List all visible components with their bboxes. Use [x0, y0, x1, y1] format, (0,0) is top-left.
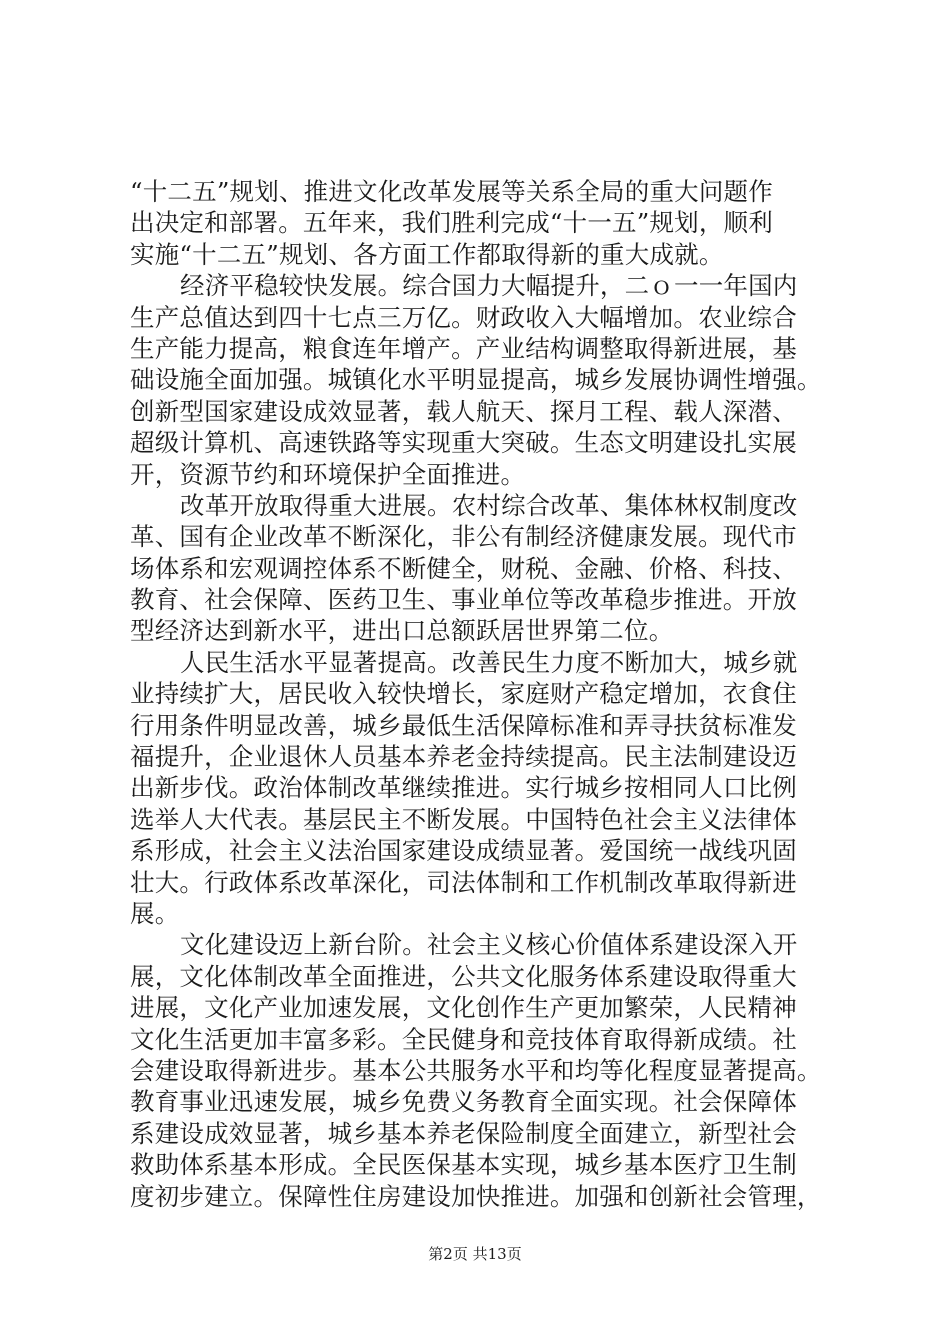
text-line: 生产总值达到四十七点三万亿。财政收入大幅增加。农业综合	[130, 302, 797, 332]
text-line: 行用条件明显改善，城乡最低生活保障标准和弄寻扶贫标准发	[130, 710, 797, 740]
text-line: 革、国有企业改革不断深化，非公有制经济健康发展。现代市	[130, 522, 797, 552]
text-line: 壮大。行政体系改革深化，司法体制和工作机制改革取得新进	[130, 867, 797, 897]
body-text	[130, 176, 850, 1212]
text-line: 创新型国家建设成效显著，载人航天、探月工程、载人深潜、	[130, 396, 797, 426]
text-line: 开，资源节约和环境保护全面推进。	[130, 459, 526, 489]
text-line: 福提升，企业退休人员基本养老金持续提高。民主法制建设迈	[130, 742, 797, 772]
text-line: 教育、社会保障、医药卫生、事业单位等改革稳步推进。开放	[130, 585, 797, 615]
text-line: 业持续扩大，居民收入较快增长，家庭财产稳定增加，衣食住	[130, 679, 797, 709]
text-line: 进展，文化产业加速发展，文化创作生产更加繁荣，人民精神	[130, 993, 797, 1023]
paragraph-first-line: 人民生活水平显著提高。改善民生力度不断加大，城乡就	[180, 647, 798, 677]
text-line: 出新步伐。政治体制改革继续推进。实行城乡按相同人口比例	[130, 773, 797, 803]
paragraph-first-line: 改革开放取得重大进展。农村综合改革、集体林权制度改	[180, 490, 798, 520]
text-line: 生产能力提高，粮食连年增产。产业结构调整取得新进展，基	[130, 333, 797, 363]
text-line: 救助体系基本形成。全民医保基本实现，城乡基本医疗卫生制	[130, 1150, 797, 1180]
text-line: 度初步建立。保障性住房建设加快推进。加强和创新社会管理，	[130, 1181, 822, 1211]
text-line: “十二五”规划、推进文化改革发展等关系全局的重大问题作	[130, 177, 773, 206]
text-line: 系建设成效显著，城乡基本养老保险制度全面建立，新型社会	[130, 1118, 797, 1148]
text-line: 础设施全面加强。城镇化水平明显提高，城乡发展协调性增强。	[130, 365, 822, 395]
paragraph-first-line: 文化建设迈上新台阶。社会主义核心价值体系建设深入开	[180, 930, 798, 960]
text-line: 型经济达到新水平，进出口总额跃居世界第二位。	[130, 616, 674, 646]
page-number-footer: 第2页 共13页	[428, 1245, 522, 1263]
text-line: 出决定和部署。五年来，我们胜利完成“十一五”规划，顺利	[130, 208, 773, 238]
text-line: 文化生活更加丰富多彩。全民健身和竞技体育取得新成绩。社	[130, 1024, 797, 1054]
text-line: 系形成，社会主义法治国家建设成绩显著。爱国统一战线巩固	[130, 836, 797, 866]
paragraph-first-line: 经济平稳较快发展。综合国力大幅提升，二ｏ一一年国内	[180, 271, 798, 301]
text-line: 教育事业迅速发展，城乡免费义务教育全面实现。社会保障体	[130, 1087, 797, 1117]
text-line: 实施“十二五”规划、各方面工作都取得新的重大成就。	[130, 239, 724, 269]
text-line: 选举人大代表。基层民主不断发展。中国特色社会主义法律体	[130, 804, 797, 834]
text-line: 会建设取得新进步。基本公共服务水平和均等化程度显著提高。	[130, 1055, 822, 1085]
text-line: 展，文化体制改革全面推进，公共文化服务体系建设取得重大	[130, 961, 797, 991]
text-line: 场体系和宏观调控体系不断健全，财税、金融、价格、科技、	[130, 553, 797, 583]
text-line: 展。	[130, 898, 180, 928]
text-line: 超级计算机、高速铁路等实现重大突破。生态文明建设扎实展	[130, 428, 797, 458]
